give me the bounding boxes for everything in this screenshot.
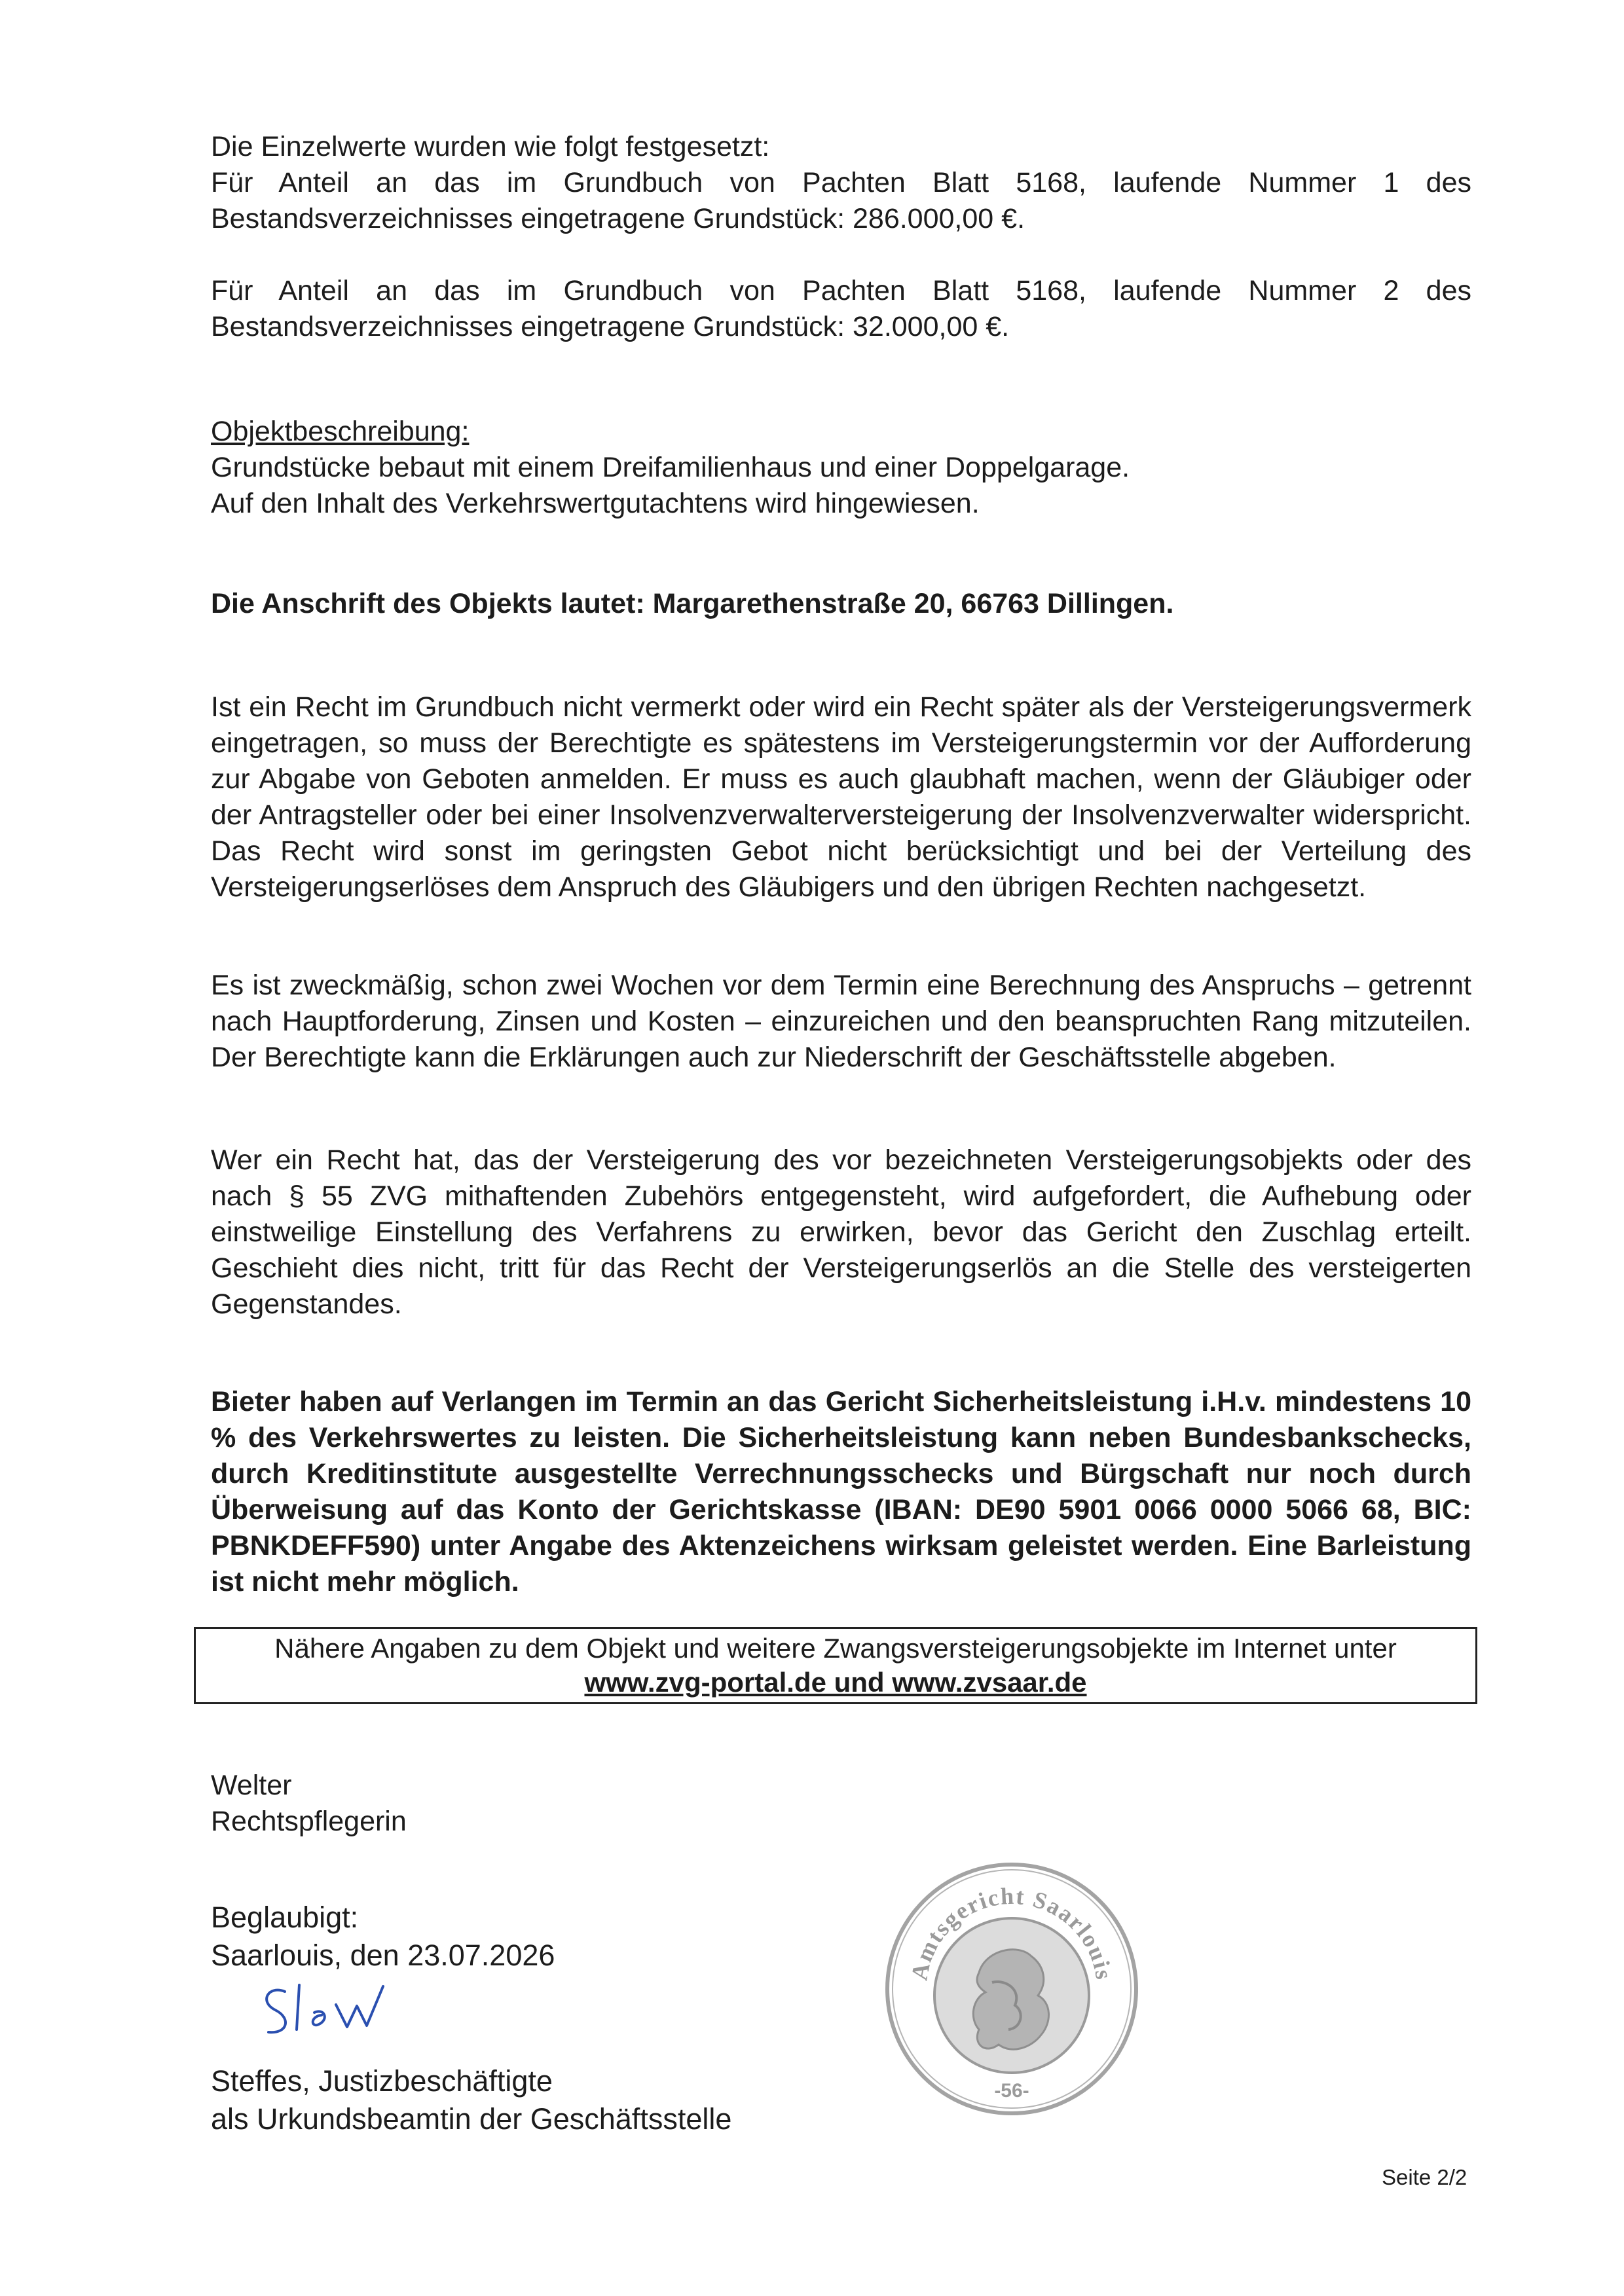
urkundsbeamtin-role: als Urkundsbeamtin der Geschäftsstelle	[211, 2102, 732, 2136]
objektbeschreibung-heading: Objektbeschreibung:	[211, 416, 470, 447]
objektbeschreibung-line-2: Auf den Inhalt des Verkehrswertgutachtens wird hingewiesen.	[211, 488, 980, 519]
handwritten-signature	[259, 1972, 416, 2044]
page-number: Seite 2/2	[1382, 2165, 1467, 2189]
beglaubigt-place-date: Saarlouis, den 23.07.2026	[211, 1939, 555, 1972]
einzelwert-item-2: Für Anteil an das im Grundbuch von Pachten Blatt 5168, laufende Nummer 2 des Bestandsverzeichnisses eingetragene Grundstück: 32.000,00 €.	[211, 275, 1471, 342]
seal-text: Amtsgericht Saarlouis	[906, 1882, 1118, 1982]
beglaubigt-label: Beglaubigt:	[211, 1901, 359, 1934]
internet-info-text: Nähere Angaben zu dem Objekt und weitere Zwangsversteigerungsobjekte im Internet unter	[274, 1633, 1397, 1664]
signer-role: Rechtspflegerin	[211, 1806, 407, 1837]
anschrift: Die Anschrift des Objekts lautet: Margarethenstraße 20, 66763 Dillingen.	[211, 588, 1174, 619]
signer-block	[211, 1768, 1471, 1840]
einzelwerte-heading: Die Einzelwerte wurden wie folgt festgesetzt:	[211, 131, 770, 162]
seal-number: -56-	[994, 2080, 1029, 2102]
internet-links[interactable]: www.zvg-portal.de und www.zvsaar.de	[584, 1667, 1087, 1698]
einzelwerte-section	[211, 129, 1471, 345]
paragraph-wer-ein-recht: Wer ein Recht hat, das der Versteigerung des vor bezeichneten Versteigerungsobjekts oder des nach § 55 ZVG mithaftenden Zubehörs entgegensteht, wird aufgefordert, die Aufhebung oder einstweilige Einstellung des Verfahrens zu erwirken, bevor das Gericht den Zuschlag erteilt. Geschieht dies nicht, tritt für das Recht der Versteigerungserlös an die Stelle des versteigerten Gegenstandes.	[211, 1144, 1471, 1320]
internet-info-box	[194, 1627, 1477, 1704]
paragraph-recht: Ist ein Recht im Grundbuch nicht vermerkt oder wird ein Recht später als der Versteigerungsvermerk eingetragen, so muss der Berechtigte es spätestens im Versteigerungstermin vor der Aufforderung zur Abgabe von Geboten anmelden. Er muss es auch glaubhaft machen, wenn der Gläubiger oder der Antragsteller oder bei einer Insolvenzverwalterversteigerung der Insolvenzverwalter widerspricht. Das Recht wird sonst im geringsten Gebot nicht berücksichtigt und bei der Verteilung des Versteigerungserlöses dem Anspruch des Gläubigers und den übrigen Rechten nachgesetzt.	[211, 691, 1471, 903]
signer-name: Welter	[211, 1770, 292, 1801]
paragraph-zweckmaessig: Es ist zweckmäßig, schon zwei Wochen vor dem Termin eine Berechnung des Anspruchs – getrennt nach Hauptforderung, Zinsen und Kosten – einzureichen und den beanspruchten Rang mitzuteilen. Der Berechtigte kann die Erklärungen auch zur Niederschrift der Geschäftsstelle abgeben.	[211, 970, 1471, 1073]
urkundsbeamtin-block	[211, 2062, 1471, 2138]
court-seal-stamp	[881, 1858, 1143, 2120]
paragraph-bieter-sicherheitsleistung: Bieter haben auf Verlangen im Termin an das Gericht Sicherheitsleistung i.H.v. mindestens 10 % des Verkehrswertes zu leisten. Die Sicherheitsleistung kann neben Bundesbankschecks, durch Kreditinstitute ausgestellte Verrechnungsschecks und Bürgschaft nur noch durch Überweisung auf das Konto der Gerichtskasse (IBAN: DE90 5901 0066 0000 5066 68, BIC: PBNKDEFF590) unter Angabe des Aktenzeichens wirksam geleistet werden. Eine Barleistung ist nicht mehr möglich.	[211, 1386, 1471, 1597]
beglaubigt-block	[211, 1899, 1471, 1975]
einzelwert-item-1: Für Anteil an das im Grundbuch von Pachten Blatt 5168, laufende Nummer 1 des Bestandsverzeichnisses eingetragene Grundstück: 286.000,00 €.	[211, 167, 1471, 234]
objektbeschreibung-section	[211, 414, 1471, 522]
objektbeschreibung-line-1: Grundstücke bebaut mit einem Dreifamilienhaus und einer Doppelgarage.	[211, 452, 1130, 483]
urkundsbeamtin-name: Steffes, Justizbeschäftigte	[211, 2064, 553, 2098]
